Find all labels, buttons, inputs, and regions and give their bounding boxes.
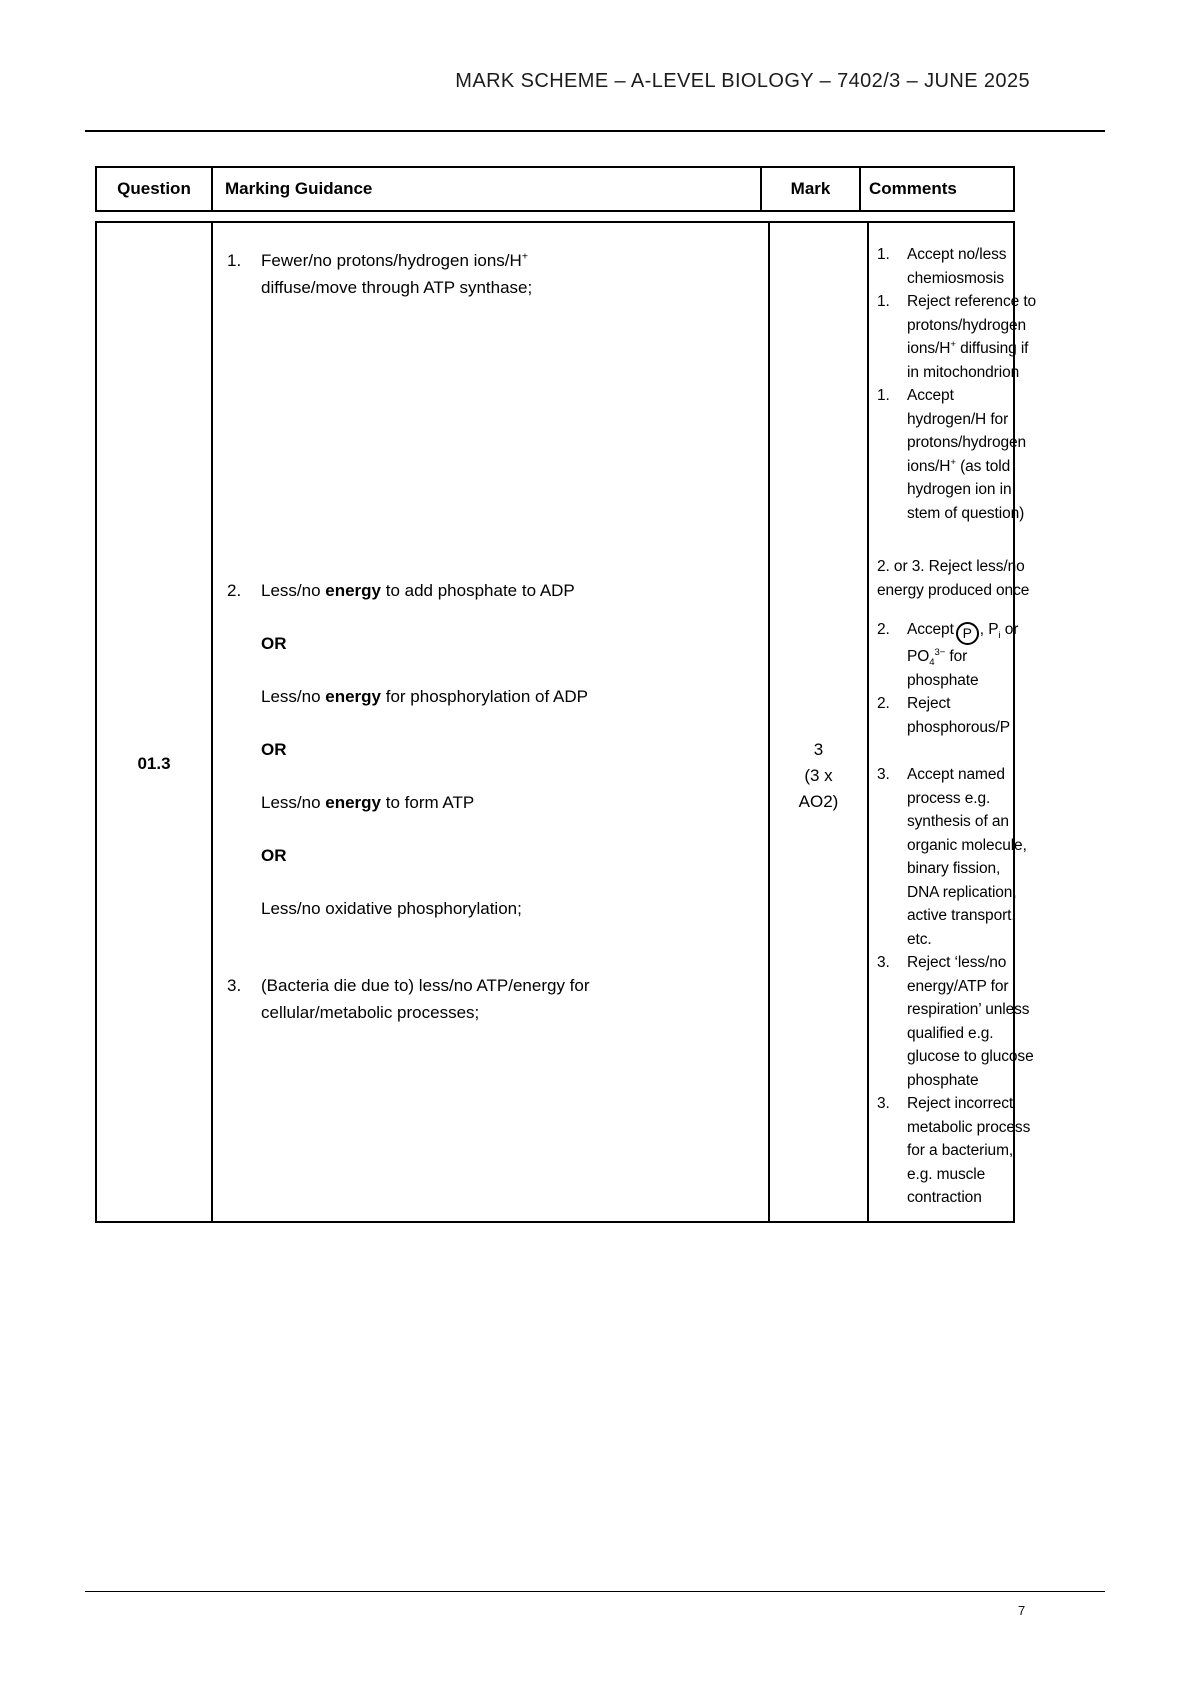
comment-number: 3. [877, 954, 890, 971]
mark-cell [770, 223, 869, 1221]
document-title: MARK SCHEME – A-LEVEL BIOLOGY – 7402/3 – JUNE 2025 [455, 70, 1030, 92]
guidance-or-text: OR [261, 634, 287, 653]
mark-detail: AO2) [798, 792, 839, 811]
guidance-point-text: (Bacteria die due to) less/no ATP/energy for cellular/metabolic processes; [261, 976, 590, 1022]
mark-value: 3 [813, 740, 824, 759]
mark-detail: (3 x [804, 766, 833, 785]
comment-text: Reject phosphorous/P [907, 695, 1010, 736]
guidance-alternative [227, 789, 762, 816]
comment-item [877, 384, 1036, 525]
column-header-question: Question [97, 168, 213, 210]
column-header-comments: Comments [869, 179, 957, 198]
comments-cell [869, 223, 1038, 1221]
guidance-point-text: Less/no energy for phosphorylation of ADP [261, 687, 588, 706]
comment-text: Accept no/less chemiosmosis [907, 246, 1007, 287]
comment-item [877, 243, 1036, 290]
comment-number: 1. [877, 387, 890, 404]
guidance-or-separator [227, 630, 762, 657]
guidance-point [227, 972, 762, 1026]
question-number-cell [97, 223, 213, 1221]
marking-guidance-cell [213, 223, 770, 1221]
comment-item [877, 290, 1036, 384]
comment-number: 1. [877, 246, 890, 263]
comment-number: 3. [877, 766, 890, 783]
comment-text: Reject incorrect metabolic process for a bacterium, e.g. muscle contraction [907, 1095, 1031, 1206]
column-header-mark: Mark [762, 168, 861, 210]
comment-number: 2. [877, 695, 890, 712]
comment-item [877, 951, 1036, 1092]
comment-text: Reject reference to protons/hydrogen ions/H+ diffusing if in mitochondrion [907, 293, 1037, 381]
guidance-point-text: Less/no energy to add phosphate to ADP [261, 581, 575, 600]
comment-text: Accept P , $P_i$ or $PO_4^{3-}$ for phosphate [907, 621, 1019, 689]
comment-item [877, 763, 1036, 951]
guidance-point-number: 1. [227, 251, 242, 270]
guidance-alternative [227, 895, 762, 922]
guidance-point-text: Fewer/no protons/hydrogen ions/H+ diffuse/move through ATP synthase; [261, 250, 533, 297]
comment-item [877, 618, 1036, 692]
comment-text: Reject ‘less/no energy/ATP for respiration’ unless qualified e.g. glucose to glucose phosphate [907, 954, 1034, 1089]
guidance-point [227, 247, 762, 301]
guidance-or-text: OR [261, 740, 287, 759]
guidance-or-text: OR [261, 846, 287, 865]
comment-item [877, 692, 1036, 739]
guidance-point-number: 3. [227, 976, 242, 995]
guidance-point [227, 577, 762, 604]
guidance-or-separator [227, 842, 762, 869]
comment-item [877, 1092, 1036, 1210]
comment-number: 1. [877, 293, 890, 310]
comment-text: Accept hydrogen/H for protons/hydrogen ions/H+ (as told hydrogen ion in stem of question) [907, 387, 1027, 522]
comment-text: Accept named process e.g. synthesis of an organic molecule, binary fission, DNA replication, active transport, etc. [907, 766, 1027, 948]
table-header-row [95, 166, 1015, 212]
guidance-point-text: Less/no energy to form ATP [261, 793, 475, 812]
comment-item-flush: 2. or 3. Reject less/no energy produced once [877, 558, 1030, 599]
guidance-alternative [227, 683, 762, 710]
guidance-or-separator [227, 736, 762, 763]
comment-number: 2. [877, 621, 890, 638]
comment-number: 3. [877, 1095, 890, 1112]
footer-rule [85, 1591, 1105, 1592]
guidance-point-number: 2. [227, 581, 242, 600]
column-header-marking-guidance: Marking Guidance [213, 168, 762, 210]
header-rule [85, 130, 1105, 132]
page-number: 7 [1018, 1603, 1026, 1618]
question-number: 01.3 [137, 754, 171, 773]
guidance-point-text: Less/no oxidative phosphorylation; [261, 899, 522, 918]
table-row [95, 221, 1037, 1223]
